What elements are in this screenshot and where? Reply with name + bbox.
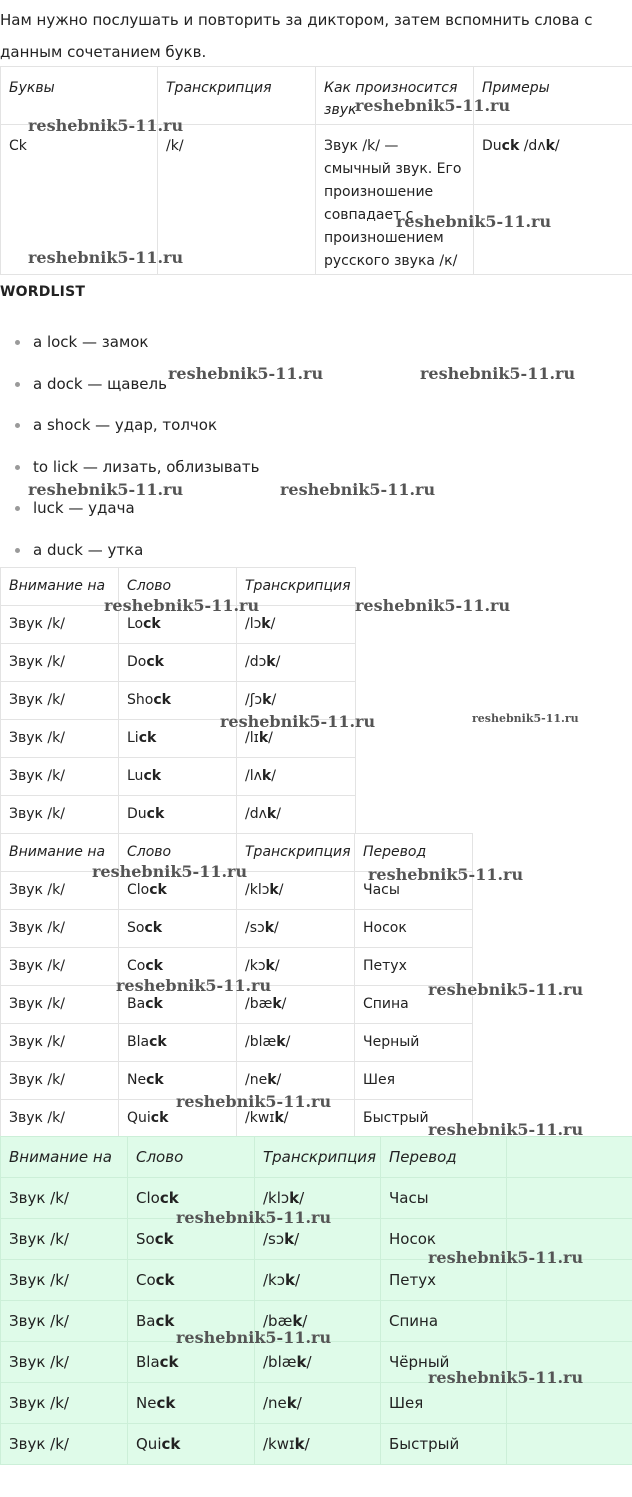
cell-word xyxy=(119,986,237,1024)
transcription-part: /ʃɔ xyxy=(245,692,263,708)
cell-empty xyxy=(507,1424,632,1465)
transcription-part: /kwɪ xyxy=(263,1435,295,1453)
cell-transcription xyxy=(237,758,356,796)
watermark: reshebnik5-11.ru xyxy=(104,596,260,615)
intro-text: Нам нужно послушать и повторить за диктором, затем вспомнить слова с данным сочетанием букв. xyxy=(0,11,593,61)
table-header-row xyxy=(1,67,632,125)
list-item-text: luck — удача xyxy=(33,499,135,518)
watermark: reshebnik5-11.ru xyxy=(428,1120,584,1139)
cell-translation: Шея xyxy=(355,1062,473,1100)
cell-word xyxy=(119,948,237,986)
cell-translation: Спина xyxy=(381,1301,507,1342)
table-header-row xyxy=(1,834,473,872)
transcription-part: /lɪ xyxy=(245,730,259,746)
cell-word xyxy=(128,1383,255,1424)
transcription-part: /kwɪ xyxy=(245,1110,275,1126)
table-row xyxy=(1,1024,473,1062)
transcription-highlight: k xyxy=(261,768,272,784)
cell-word xyxy=(119,682,237,720)
word-part: Qui xyxy=(136,1435,162,1453)
watermark: reshebnik5-11.ru xyxy=(220,712,376,731)
watermark: reshebnik5-11.ru xyxy=(420,364,576,383)
transcription-part: /lʌ xyxy=(245,768,262,784)
word-highlight: ck xyxy=(146,1072,164,1088)
transcription-end: / xyxy=(302,1312,308,1330)
cell-attention: Звук /k/ xyxy=(1,1342,128,1383)
table-row xyxy=(1,1301,632,1342)
word-part: Lu xyxy=(127,768,144,784)
transcription-end: / xyxy=(271,692,277,708)
transcription-highlight: k xyxy=(264,920,275,936)
word-part: Clo xyxy=(127,882,150,898)
cell-word xyxy=(119,1062,237,1100)
word-highlight: ck xyxy=(159,1353,179,1371)
transcription-highlight: k xyxy=(284,1230,295,1248)
word-part: Bla xyxy=(136,1353,160,1371)
header-empty xyxy=(507,1137,632,1178)
table-row xyxy=(1,1219,632,1260)
watermark: reshebnik5-11.ru xyxy=(176,1208,332,1227)
word-part: Du xyxy=(127,806,147,822)
cell-attention: Звук /k/ xyxy=(1,1178,128,1219)
transcription-part: /sɔ xyxy=(263,1230,285,1248)
cell-word xyxy=(128,1260,255,1301)
table-row xyxy=(1,606,356,644)
cell-attention: Звук /k/ xyxy=(1,948,119,986)
transcription-end: / xyxy=(270,616,276,632)
word-part: Ba xyxy=(127,996,146,1012)
transcription-highlight: k xyxy=(284,1271,295,1289)
cell-empty xyxy=(507,1219,632,1260)
word-highlight: ck xyxy=(153,692,171,708)
bullet-icon xyxy=(15,548,20,553)
cell-attention: Звук /k/ xyxy=(1,606,119,644)
word-highlight: ck xyxy=(149,1034,167,1050)
header-word: Слово xyxy=(119,834,237,872)
word-highlight: ck xyxy=(156,1394,176,1412)
transcription-part: /klɔ xyxy=(263,1189,290,1207)
transcription-end: / xyxy=(274,920,279,936)
transcription-end: / xyxy=(294,1271,301,1289)
word-highlight: ck xyxy=(149,882,167,898)
word-highlight: ck xyxy=(144,920,163,936)
cell-word xyxy=(119,644,237,682)
cell-transcription xyxy=(237,872,355,910)
list-item xyxy=(0,496,259,538)
cell-translation: Спина xyxy=(355,986,473,1024)
transcription-end: / xyxy=(276,1072,282,1088)
word-part: Ne xyxy=(127,1072,147,1088)
transcription-part: /dɔ xyxy=(245,654,267,670)
cell-word xyxy=(119,872,237,910)
cell-letters: Ck xyxy=(1,125,158,275)
word-part: Clo xyxy=(136,1189,160,1207)
watermark: reshebnik5-11.ru xyxy=(168,364,324,383)
header-examples: Примеры xyxy=(474,67,632,125)
cell-transcription xyxy=(237,1100,355,1138)
word-highlight: ck xyxy=(145,996,163,1012)
transcription-end: / xyxy=(276,806,281,822)
word-part: Qui xyxy=(127,1110,151,1126)
word-highlight: ck xyxy=(159,1189,179,1207)
watermark: reshebnik5-11.ru xyxy=(280,480,436,499)
cell-word xyxy=(128,1424,255,1465)
cell-translation: Носок xyxy=(355,910,473,948)
watermark: reshebnik5-11.ru xyxy=(472,712,579,725)
word-highlight: ck xyxy=(150,1110,169,1126)
cell-transcription xyxy=(237,986,355,1024)
transcription-end: / xyxy=(278,882,284,898)
word-part: So xyxy=(136,1230,155,1248)
cell-attention: Звук /k/ xyxy=(1,1100,119,1138)
transcription-highlight: k xyxy=(289,1189,300,1207)
table-row xyxy=(1,682,356,720)
words-translation-table xyxy=(0,833,473,1138)
cell-empty xyxy=(507,1342,632,1383)
transcription-part: /ne xyxy=(263,1394,287,1412)
cell-transcription xyxy=(255,1342,381,1383)
transcription-highlight: k xyxy=(261,616,271,632)
cell-attention: Звук /k/ xyxy=(1,1301,128,1342)
words-table xyxy=(0,567,356,834)
transcription-end: / xyxy=(271,768,276,784)
cell-transcription xyxy=(237,720,356,758)
transcription-highlight: k xyxy=(296,1353,307,1371)
cell-attention: Звук /k/ xyxy=(1,796,119,834)
transcription-end: / xyxy=(285,1034,291,1050)
cell-attention: Звук /k/ xyxy=(1,910,119,948)
cell-transcription xyxy=(255,1219,381,1260)
transcription-highlight: k xyxy=(266,806,277,822)
table-row xyxy=(1,644,356,682)
bullet-icon xyxy=(15,465,20,470)
transcription-end: / xyxy=(304,1435,310,1453)
cell-transcription xyxy=(255,1301,381,1342)
table-row xyxy=(1,1100,473,1138)
word-part: Li xyxy=(127,730,139,746)
header-word: Слово xyxy=(119,568,237,606)
word-highlight: ck xyxy=(146,654,164,670)
table-row xyxy=(1,1383,632,1424)
header-attention: Внимание на xyxy=(1,1137,128,1178)
word-highlight: ck xyxy=(146,806,165,822)
watermark: reshebnik5-11.ru xyxy=(396,212,552,231)
table-header-row xyxy=(1,1137,632,1178)
transcription-highlight: k xyxy=(292,1312,303,1330)
cell-transcription xyxy=(237,1062,355,1100)
word-part: Do xyxy=(127,654,147,670)
table-header-row xyxy=(1,568,356,606)
cell-transcription xyxy=(255,1178,381,1219)
cell-attention: Звук /k/ xyxy=(1,1219,128,1260)
header-attention: Внимание на xyxy=(1,834,119,872)
word-part: Sho xyxy=(127,692,154,708)
cell-translation: Шея xyxy=(381,1383,507,1424)
list-item-text: a lock — замок xyxy=(33,333,149,351)
table-row xyxy=(1,1062,473,1100)
word-highlight: ck xyxy=(145,958,163,974)
cell-attention: Звук /k/ xyxy=(1,758,119,796)
list-item-text: a dock — щавель xyxy=(33,374,167,393)
watermark: reshebnik5-11.ru xyxy=(28,248,184,267)
cell-word xyxy=(128,1342,255,1383)
transcription-part: /sɔ xyxy=(245,920,265,936)
transcription-part: /ne xyxy=(245,1072,268,1088)
cell-transcription xyxy=(237,948,355,986)
word-highlight: ck xyxy=(143,768,162,784)
table-row xyxy=(1,720,356,758)
header-transcription: Транскрипция xyxy=(158,67,316,125)
cell-example: Duck /dʌk/ xyxy=(474,125,632,275)
watermark: reshebnik5-11.ru xyxy=(28,480,184,499)
cell-word xyxy=(128,1178,255,1219)
bullet-icon xyxy=(15,382,20,387)
transcription-part: /bæ xyxy=(263,1312,293,1330)
cell-empty xyxy=(507,1301,632,1342)
watermark: reshebnik5-11.ru xyxy=(28,116,184,135)
transcription-highlight: k xyxy=(262,692,272,708)
list-item xyxy=(0,413,259,455)
word-highlight: ck xyxy=(161,1435,181,1453)
transcription-end: / xyxy=(281,996,287,1012)
table-row xyxy=(1,758,356,796)
cell-transcription xyxy=(255,1383,381,1424)
cell-translation: Петух xyxy=(381,1260,507,1301)
cell-empty xyxy=(507,1260,632,1301)
transcription-part: /bæ xyxy=(245,996,273,1012)
cell-attention: Звук /k/ xyxy=(1,1024,119,1062)
bullet-icon xyxy=(15,340,20,345)
cell-attention: Звук /k/ xyxy=(1,644,119,682)
table-row xyxy=(1,948,473,986)
cell-transcription xyxy=(237,910,355,948)
list-item-text: a shock — удар, толчок xyxy=(33,416,218,435)
transcription-end: / xyxy=(268,730,273,746)
watermark: reshebnik5-11.ru xyxy=(116,976,272,995)
table-row xyxy=(1,125,632,275)
transcription-part: /kɔ xyxy=(263,1271,285,1289)
cell-attention: Звук /k/ xyxy=(1,1260,128,1301)
transcription-highlight: k xyxy=(272,996,282,1012)
cell-pronunciation: Звук /k/ — смычный звук. Его произношение совпадает с произношением русского звука /к/ xyxy=(316,125,474,275)
cell-transcription xyxy=(237,796,356,834)
list-item xyxy=(0,455,259,497)
watermark: reshebnik5-11.ru xyxy=(176,1328,332,1347)
bullet-icon xyxy=(15,506,20,511)
cell-transcription xyxy=(237,644,356,682)
list-item xyxy=(0,330,259,372)
watermark: reshebnik5-11.ru xyxy=(428,1368,584,1387)
cell-word xyxy=(119,1100,237,1138)
transcription-end: / xyxy=(294,1230,300,1248)
cell-transcription xyxy=(237,682,356,720)
cell-transcription xyxy=(255,1260,381,1301)
wordlist xyxy=(0,330,259,580)
cell-word xyxy=(119,720,237,758)
cell-translation: Часы xyxy=(381,1178,507,1219)
cell-attention: Звук /k/ xyxy=(1,1062,119,1100)
table-row xyxy=(1,910,473,948)
cell-translation: Часы xyxy=(355,872,473,910)
words-translation-table-highlighted xyxy=(0,1136,632,1465)
transcription-highlight: k xyxy=(274,1110,284,1126)
table-row xyxy=(1,986,473,1024)
list-item xyxy=(0,372,259,414)
transcription-end: / xyxy=(296,1394,302,1412)
cell-word xyxy=(119,606,237,644)
cell-word xyxy=(119,910,237,948)
word-part: Ba xyxy=(136,1312,156,1330)
transcription-part: /dʌ xyxy=(245,806,267,822)
transcription-end: / xyxy=(275,654,281,670)
word-highlight: ck xyxy=(138,730,157,746)
word-highlight: ck xyxy=(155,1271,175,1289)
header-transcription: Транскрипция xyxy=(237,568,356,606)
watermark: reshebnik5-11.ru xyxy=(176,1092,332,1111)
transcription-highlight: k xyxy=(269,882,279,898)
wordlist-title: WORDLIST xyxy=(0,284,86,300)
cell-translation: Чёрный xyxy=(381,1342,507,1383)
header-word: Слово xyxy=(128,1137,255,1178)
transcription-end: / xyxy=(274,958,280,974)
cell-translation: Петух xyxy=(355,948,473,986)
cell-attention: Звук /k/ xyxy=(1,1424,128,1465)
word-part: So xyxy=(127,920,145,936)
cell-attention: Звук /k/ xyxy=(1,1383,128,1424)
transcription-highlight: k xyxy=(276,1034,286,1050)
word-part: Bla xyxy=(127,1034,150,1050)
cell-word xyxy=(119,796,237,834)
cell-empty xyxy=(507,1178,632,1219)
transcription-highlight: k xyxy=(294,1435,305,1453)
watermark: reshebnik5-11.ru xyxy=(428,1248,584,1267)
transcription-part: /blæ xyxy=(245,1034,277,1050)
transcription-highlight: k xyxy=(286,1394,297,1412)
cell-translation: Быстрый xyxy=(355,1100,473,1138)
cell-word xyxy=(128,1301,255,1342)
header-translation: Перевод xyxy=(381,1137,507,1178)
table-row xyxy=(1,1342,632,1383)
header-transcription: Транскрипция xyxy=(237,834,355,872)
transcription-part: /blæ xyxy=(263,1353,297,1371)
header-attention: Внимание на xyxy=(1,568,119,606)
word-highlight: ck xyxy=(155,1312,175,1330)
cell-word xyxy=(119,1024,237,1062)
word-highlight: ck xyxy=(154,1230,174,1248)
watermark: reshebnik5-11.ru xyxy=(355,96,511,115)
cell-word xyxy=(128,1219,255,1260)
header-transcription: Транскрипция xyxy=(255,1137,381,1178)
word-part: Co xyxy=(127,958,146,974)
cell-attention: Звук /k/ xyxy=(1,872,119,910)
header-letters: Буквы xyxy=(1,67,158,125)
word-highlight: ck xyxy=(143,616,161,632)
word-part: Ne xyxy=(136,1394,157,1412)
transcription-end: / xyxy=(299,1189,305,1207)
bullet-icon xyxy=(15,423,20,428)
cell-transcription: /k/ xyxy=(158,125,316,275)
transcription-highlight: k xyxy=(266,654,276,670)
cell-transcription xyxy=(255,1424,381,1465)
transcription-part: /klɔ xyxy=(245,882,270,898)
cell-attention: Звук /k/ xyxy=(1,720,119,758)
transcription-part: /lɔ xyxy=(245,616,262,632)
watermark: reshebnik5-11.ru xyxy=(428,980,584,999)
table-row xyxy=(1,1260,632,1301)
transcription-highlight: k xyxy=(265,958,275,974)
cell-word xyxy=(119,758,237,796)
cell-translation: Носок xyxy=(381,1219,507,1260)
transcription-end: / xyxy=(283,1110,289,1126)
transcription-highlight: k xyxy=(267,1072,277,1088)
cell-attention: Звук /k/ xyxy=(1,986,119,1024)
list-item-text: to lick — лизать, облизывать xyxy=(33,457,260,476)
sound-table xyxy=(0,66,632,275)
word-part: Co xyxy=(136,1271,156,1289)
word-part: Lo xyxy=(127,616,144,632)
table-row xyxy=(1,872,473,910)
cell-transcription xyxy=(237,1024,355,1062)
list-item-text: a duck — утка xyxy=(33,540,144,559)
cell-translation: Быстрый xyxy=(381,1424,507,1465)
cell-transcription xyxy=(237,606,356,644)
cell-attention: Звук /k/ xyxy=(1,682,119,720)
table-row xyxy=(1,1178,632,1219)
header-translation: Перевод xyxy=(355,834,473,872)
table-row xyxy=(1,1424,632,1465)
watermark: reshebnik5-11.ru xyxy=(92,862,248,881)
watermark: reshebnik5-11.ru xyxy=(355,596,511,615)
transcription-end: / xyxy=(306,1353,312,1371)
header-pronunciation: Как произносится звук xyxy=(316,67,474,125)
table-row xyxy=(1,796,356,834)
cell-empty xyxy=(507,1383,632,1424)
watermark: reshebnik5-11.ru xyxy=(368,865,524,884)
cell-translation: Черный xyxy=(355,1024,473,1062)
transcription-highlight: k xyxy=(258,730,269,746)
transcription-part: /kɔ xyxy=(245,958,266,974)
